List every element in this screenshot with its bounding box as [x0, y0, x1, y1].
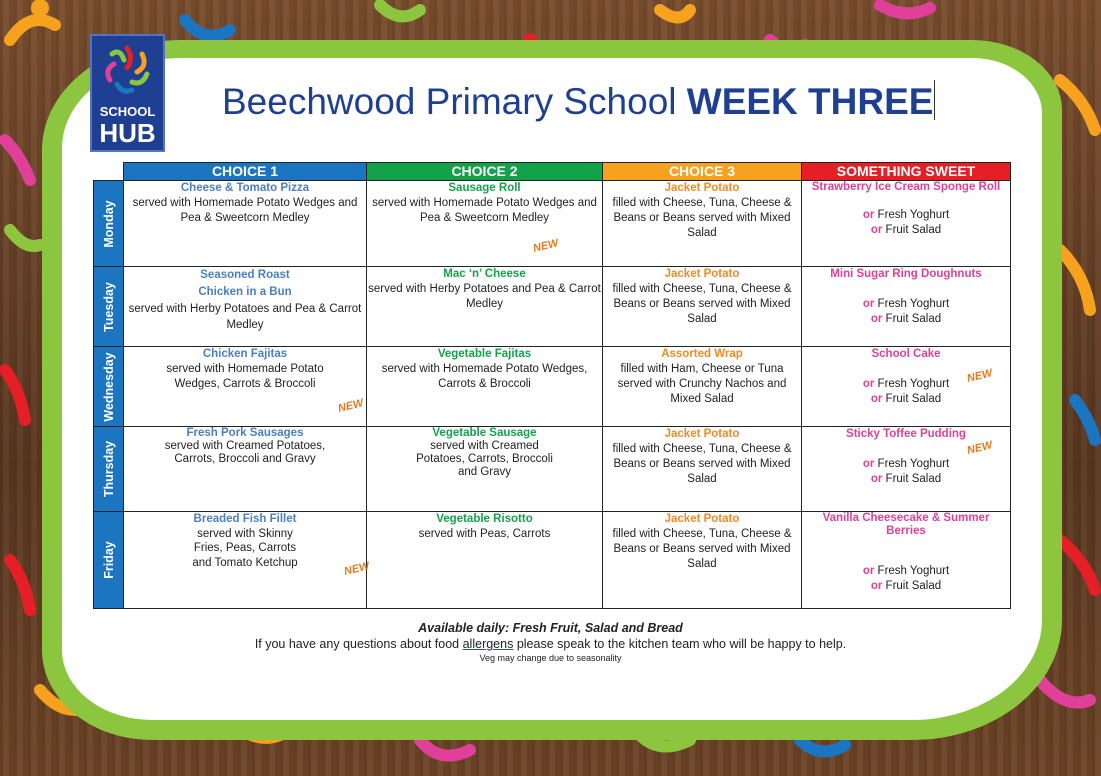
dish-name: Mini Sugar Ring Doughnuts [830, 268, 982, 280]
dish-name: Jacket Potato [664, 268, 740, 280]
choice-2-cell [367, 267, 603, 347]
choice-3-cell [603, 427, 802, 512]
dish-description: filled with Ham, Cheese or Tuna served with Crunchy Nachos and Mixed Salad [617, 363, 787, 405]
seasonality-note: Veg may change due to seasonality [479, 653, 622, 663]
page-title [222, 80, 935, 123]
alt-option: Fresh Yoghurt [877, 458, 950, 470]
or-word: or [862, 298, 875, 310]
choice-1-cell [124, 267, 367, 347]
dish-name: School Cake [871, 348, 941, 360]
allergens-post: please speak to the kitchen team who will be happy to help. [513, 637, 847, 651]
choice-1-cell [124, 347, 367, 427]
alt-option: Fruit Salad [885, 393, 942, 405]
dish-description: served with Homemade Potato Wedges and Pea & Sweetcorn Medley [132, 197, 358, 224]
dish-name: Chicken Fajitas [202, 348, 288, 360]
menu-table [93, 162, 1011, 609]
allergens-pre: If you have any questions about food [254, 637, 463, 651]
or-word: or [862, 378, 875, 390]
day-cell-friday [94, 512, 124, 609]
new-badge: NEW [965, 367, 994, 385]
alt-option: Fresh Yoghurt [877, 298, 950, 310]
header-choice-1: CHOICE 1 [124, 163, 367, 181]
allergens-note [0, 637, 1101, 651]
choice-3-cell [603, 181, 802, 267]
or-word: or [862, 565, 875, 577]
sweet-cell [802, 512, 1011, 609]
or-word: or [862, 458, 875, 470]
sweet-cell [802, 181, 1011, 267]
choice-3-cell [603, 347, 802, 427]
new-badge: NEW [965, 439, 994, 457]
sweet-cell [802, 347, 1011, 427]
or-word: or [862, 209, 875, 221]
dish-description: served with Creamed Potatoes, Carrots, Broccoli and Gravy [164, 440, 326, 465]
dish-name: Jacket Potato [664, 513, 740, 525]
logo-text-school: SCHOOL [99, 104, 156, 119]
header-choice-3: CHOICE 3 [603, 163, 802, 181]
dish-name: Vanilla Cheesecake & Summer Berries [822, 512, 990, 537]
day-label: Friday [101, 541, 116, 579]
day-label: Thursday [101, 440, 116, 498]
choice-2-cell [367, 512, 603, 609]
sweet-cell [802, 427, 1011, 512]
text-cursor [934, 80, 935, 120]
or-word: or [870, 580, 883, 592]
allergens-word: allergens [462, 637, 514, 651]
new-badge: NEW [342, 560, 371, 578]
header-something-sweet: SOMETHING SWEET [802, 163, 1011, 181]
table-row [94, 267, 1011, 347]
day-label: Monday [101, 199, 116, 248]
dish-name: Mac ‘n’ Cheese [443, 268, 526, 280]
day-label: Wednesday [101, 351, 116, 422]
table-row [94, 181, 1011, 267]
dish-description: filled with Cheese, Tuna, Cheese & Beans or Beans served with Mixed Salad [612, 283, 792, 325]
sweet-cell [802, 267, 1011, 347]
header-row [94, 163, 1011, 181]
choice-2-cell [367, 347, 603, 427]
dish-name: Seasoned Roast Chicken in a Bun [198, 269, 292, 298]
dish-description: served with Homemade Potato Wedges, Carrots & Broccoli [166, 363, 324, 390]
dish-name: Jacket Potato [664, 182, 740, 194]
alt-option: Fruit Salad [885, 313, 942, 325]
available-daily-note: Available daily: Fresh Fruit, Salad and Bread [418, 621, 683, 635]
table-row [94, 347, 1011, 427]
dish-description: served with Herby Potatoes and Pea & Carrot Medley [128, 303, 362, 331]
dish-name: Sausage Roll [448, 182, 521, 194]
dish-description: served with Homemade Potato Wedges and Pea & Sweetcorn Medley [372, 197, 597, 224]
day-cell-wednesday [94, 347, 124, 427]
day-cell-thursday [94, 427, 124, 512]
dish-description: served with Homemade Potato Wedges, Carrots & Broccoli [381, 363, 588, 390]
alt-option: Fruit Salad [885, 473, 942, 485]
dish-name: Jacket Potato [664, 428, 740, 440]
choice-1-cell [124, 512, 371, 609]
dish-description: filled with Cheese, Tuna, Cheese & Beans or Beans served with Mixed Salad [612, 197, 792, 239]
choice-2-cell [367, 181, 603, 267]
school-hub-logo [90, 34, 165, 152]
choice-1-cell [124, 427, 367, 512]
alt-option: Fresh Yoghurt [877, 209, 950, 221]
logo-text-hub: HUB [99, 118, 156, 148]
or-word: or [870, 393, 883, 405]
or-word: or [870, 224, 883, 236]
title-school-name: Beechwood Primary School [222, 81, 677, 122]
header-choice-2: CHOICE 2 [367, 163, 603, 181]
dish-name: Breaded Fish Fillet [193, 513, 297, 525]
dish-description: filled with Cheese, Tuna, Cheese & Beans or Beans served with Mixed Salad [612, 528, 792, 570]
dish-description: served with Skinny Fries, Peas, Carrots and Tomato Ketchup [192, 527, 298, 569]
or-word: or [870, 473, 883, 485]
day-cell-monday [94, 181, 124, 267]
dish-name: Assorted Wrap [661, 348, 743, 360]
table-row [94, 427, 1011, 512]
dish-name: Vegetable Risotto [436, 513, 533, 525]
or-word: or [870, 313, 883, 325]
choice-3-cell [603, 267, 802, 347]
dish-name: Vegetable Fajitas [437, 348, 532, 360]
dish-name: Sticky Toffee Pudding [846, 428, 966, 440]
new-badge: NEW [531, 237, 560, 255]
alt-option: Fresh Yoghurt [877, 378, 950, 390]
choice-3-cell [603, 512, 802, 609]
choice-2-cell [367, 427, 603, 512]
day-label: Tuesday [101, 281, 116, 332]
alt-option: Fruit Salad [885, 224, 942, 236]
alt-option: Fresh Yoghurt [877, 565, 950, 577]
alt-option: Fruit Salad [885, 580, 942, 592]
choice-1-cell [124, 181, 367, 267]
table-row [94, 512, 1011, 609]
new-badge: NEW [336, 397, 365, 415]
dish-description: served with Peas, Carrots [418, 528, 551, 540]
dish-name: Vegetable Sausage [432, 427, 537, 439]
dish-description: served with Herby Potatoes and Pea & Carrot Medley [368, 283, 601, 310]
title-week: WEEK THREE [686, 81, 934, 122]
day-cell-tuesday [94, 267, 124, 347]
dish-name: Strawberry Ice Cream Sponge Roll [811, 181, 1001, 193]
logo-figures-icon [92, 40, 163, 100]
dish-description: served with Creamed Potatoes, Carrots, Broccoli and Gravy [416, 440, 553, 478]
dish-description: filled with Cheese, Tuna, Cheese & Beans or Beans served with Mixed Salad [612, 443, 792, 485]
corner-cell [94, 163, 124, 181]
dish-name: Cheese & Tomato Pizza [180, 182, 310, 194]
dish-name: Fresh Pork Sausages [186, 427, 304, 439]
